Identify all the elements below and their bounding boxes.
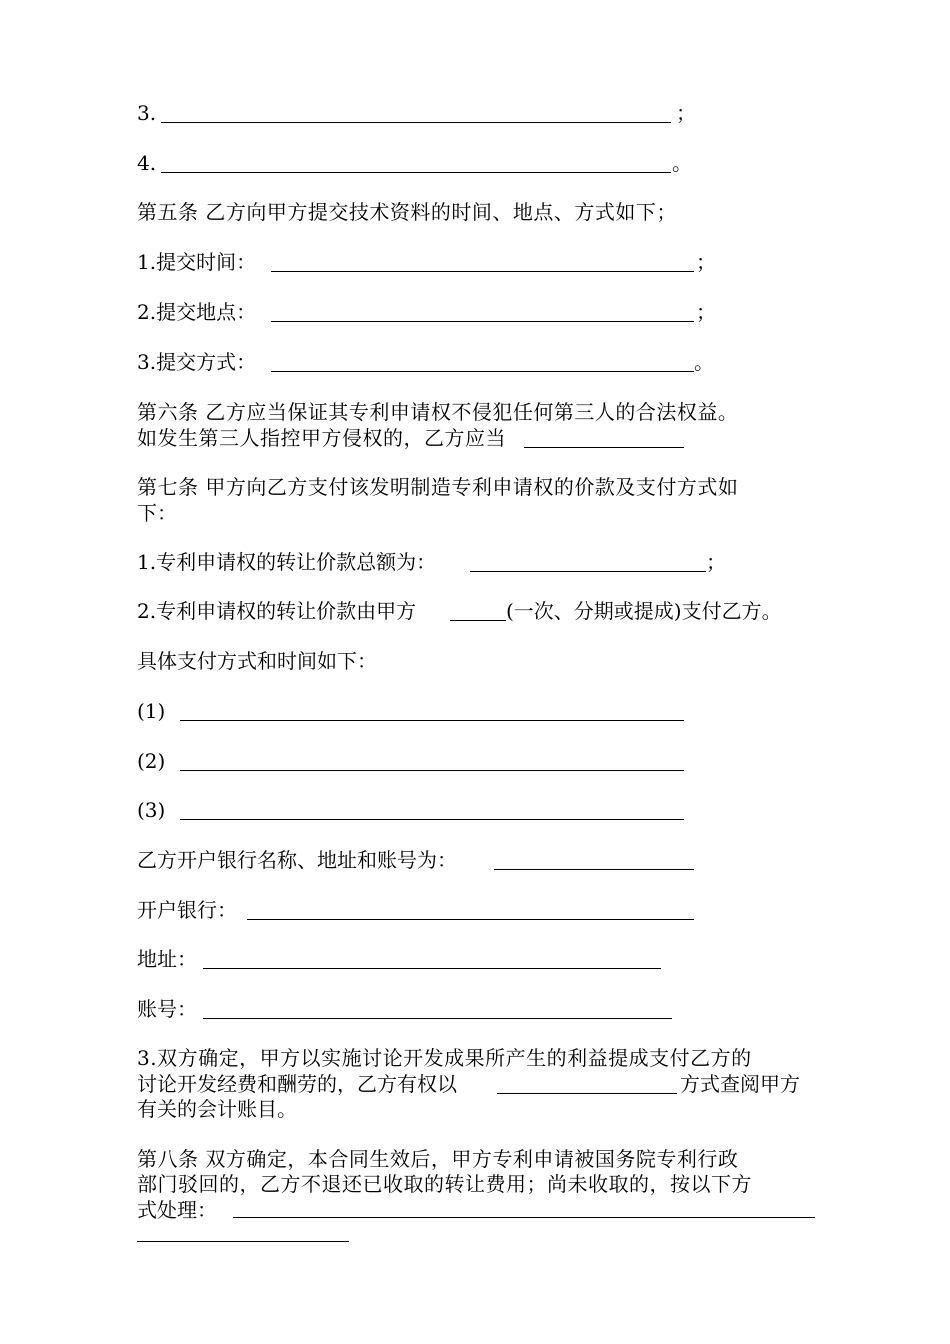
punct: [672, 151, 692, 175]
rejection-handling-field-cont[interactable]: [137, 1241, 349, 1242]
submit-method-field[interactable]: [271, 371, 694, 372]
payment-item-2-field[interactable]: [180, 770, 684, 771]
blank-field[interactable]: [161, 122, 671, 123]
payment-mode-label: 2.专利申请权的转让价款由甲方: [137, 599, 417, 623]
infringement-remedy-field[interactable]: [524, 447, 684, 448]
submit-place-label: 2.提交地点：: [137, 300, 257, 324]
submit-time-field[interactable]: [271, 271, 694, 272]
payment-item-1-field[interactable]: [180, 720, 684, 721]
article-7-line-2: 下：: [137, 501, 177, 525]
item-number: 3.: [137, 101, 157, 125]
article-8-line-2: 部门驳回的，乙方不退还已收取的转让费用；尚未收取的，按以下方: [137, 1172, 752, 1196]
punct: [696, 300, 716, 324]
audit-method-field[interactable]: [497, 1093, 677, 1094]
address-label: 地址：: [137, 947, 197, 971]
article-8-line-1: 第八条 双方确定，本合同生效后，甲方专利申请被国务院专利行政: [137, 1147, 739, 1171]
payment-item-2-label: (2): [137, 749, 166, 773]
item-number: 4.: [137, 151, 157, 175]
bank-name-label: 开户银行：: [137, 898, 237, 922]
bank-info-field[interactable]: [494, 869, 694, 870]
article-7-line-1: 第七条 甲方向乙方支付该发明制造专利申请权的价款及支付方式如: [137, 475, 739, 499]
punct-text: 。: [672, 151, 692, 175]
clause-7-3-line-2b: 方式查阅甲方: [680, 1072, 800, 1096]
punct: [706, 550, 726, 574]
article-5-heading: 第五条 乙方向甲方提交技术资料的时间、地点、方式如下；: [137, 200, 677, 224]
punct-text: ；: [676, 101, 696, 125]
item-3-line: [137, 101, 156, 125]
submit-place-field[interactable]: [271, 321, 694, 322]
payment-item-3-label: (3): [137, 798, 166, 822]
article-6-line-2: 如发生第三人指控甲方侵权的，乙方应当: [137, 426, 506, 450]
submit-method-label: 3.提交方式：: [137, 350, 257, 374]
address-field[interactable]: [203, 968, 661, 969]
punct-text: ；: [706, 550, 726, 574]
item-4-line: [137, 151, 156, 175]
bank-info-label: 乙方开户银行名称、地址和账号为：: [137, 848, 457, 872]
clause-7-3-line-1: 3.双方确定，甲方以实施讨论开发成果所产生的利益提成支付乙方的: [137, 1046, 752, 1070]
account-field[interactable]: [203, 1018, 672, 1019]
punct-text: ；: [696, 250, 716, 274]
payment-item-1-label: (1): [137, 699, 166, 723]
blank-field[interactable]: [161, 172, 671, 173]
payment-mode-field[interactable]: [450, 620, 506, 621]
punct-text: 。: [694, 350, 714, 374]
article-8-line-3: 式处理：: [137, 1198, 217, 1222]
payment-mode-suffix: (一次、分期或提成)支付乙方。: [506, 599, 782, 623]
punct: [676, 101, 696, 125]
clause-7-3-line-3: 有关的会计账目。: [137, 1097, 297, 1121]
clause-7-3-line-2a: 讨论开发经费和酬劳的，乙方有权以: [137, 1072, 457, 1096]
submit-time-label: 1.提交时间：: [137, 250, 257, 274]
total-price-label: 1.专利申请权的转让价款总额为：: [137, 550, 437, 574]
payment-item-3-field[interactable]: [180, 819, 684, 820]
punct: [696, 250, 716, 274]
bank-name-field[interactable]: [247, 919, 694, 920]
rejection-handling-field[interactable]: [233, 1217, 815, 1218]
payment-detail-heading: 具体支付方式和时间如下：: [137, 649, 377, 673]
article-6-line-1: 第六条 乙方应当保证其专利申请权不侵犯任何第三人的合法权益。: [137, 400, 739, 424]
total-price-field[interactable]: [470, 571, 706, 572]
account-label: 账号：: [137, 997, 197, 1021]
punct-text: ；: [696, 300, 716, 324]
punct: [694, 350, 714, 374]
